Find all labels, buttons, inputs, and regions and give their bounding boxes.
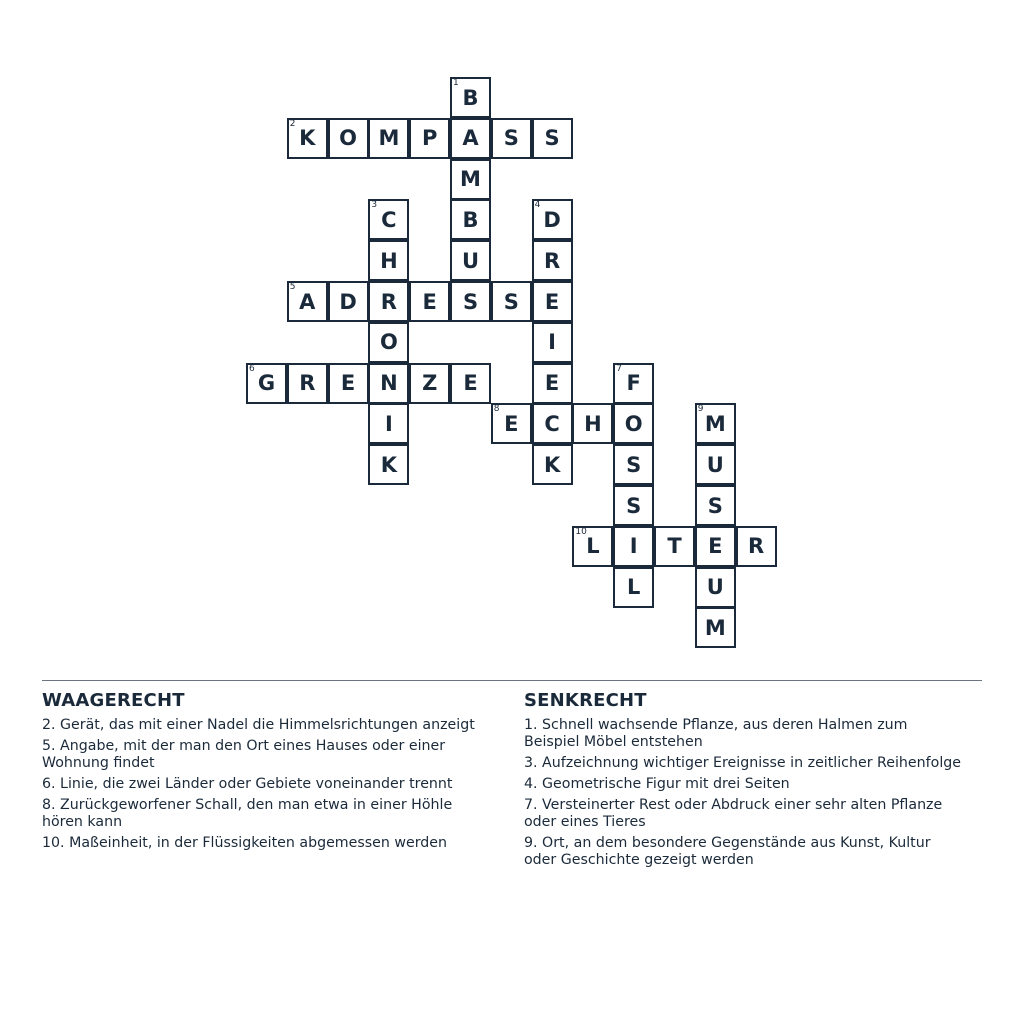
cell-letter: L [626,575,641,600]
grid-cell[interactable] [613,526,654,567]
grid-cell[interactable] [695,403,736,444]
grid-cell[interactable] [246,363,287,404]
down-title: SENKRECHT [524,690,647,711]
cell-letter: S [503,126,519,151]
cell-letter: B [462,207,479,232]
cell-letter: M [378,126,400,151]
grid-cell[interactable] [328,363,369,404]
clue-item: 3. Aufzeichnung wichtiger Ereignisse in zeitlicher Reihenfolge [524,755,961,771]
grid-cell[interactable] [532,322,573,363]
cell-letter: R [380,289,397,314]
cell-letter: N [380,371,398,396]
clues-down [524,690,964,873]
grid-cell[interactable] [368,118,409,159]
cell-letter: H [584,411,602,436]
grid-cell[interactable] [532,363,573,404]
cell-letter: E [422,289,437,314]
grid-cell[interactable] [532,403,573,444]
cell-letter: O [379,330,398,355]
cell-letter: E [708,534,723,559]
cell-letter: A [299,289,316,314]
grid-cell[interactable] [532,281,573,322]
clue-item: 7. Versteinerter Rest oder Abdruck einer sehr alten Pflanze oder eines Tieres [524,797,943,830]
clue-number: 8 [493,404,500,415]
grid-cell[interactable] [695,485,736,526]
clue-number: 9 [697,404,704,415]
grid-cell[interactable] [368,403,409,444]
cell-letter: M [704,615,726,640]
grid-cell[interactable] [572,526,613,567]
cell-letter: S [544,126,560,151]
cell-letter: D [543,207,561,232]
grid-cell[interactable] [532,199,573,240]
grid-cell[interactable] [695,444,736,485]
cell-letter: L [586,534,600,559]
cell-letter: S [503,289,519,314]
cell-letter: U [706,452,724,477]
clue-number: 5 [289,282,296,292]
grid-cell[interactable] [450,281,491,322]
grid-cell[interactable] [532,240,573,281]
clue-number: 4 [534,200,541,211]
divider [42,680,982,681]
cell-letter: R [299,371,316,396]
grid-cell[interactable] [328,118,369,159]
grid-cell[interactable] [328,281,369,322]
cell-letter: I [629,534,638,559]
grid-cell[interactable] [613,485,654,526]
grid-cell[interactable] [368,322,409,363]
cell-letter: C [544,411,560,436]
grid-cell[interactable] [368,281,409,322]
grid-cell[interactable] [450,240,491,281]
grid-cell[interactable] [491,281,532,322]
clue-item: 10. Maßeinheit, in der Flüssigkeiten abgemessen werden [42,835,448,851]
grid-cell[interactable] [572,403,613,444]
clue-number: 7 [616,363,622,374]
cell-letter: K [543,452,561,477]
cell-letter: K [380,452,398,477]
clue-item: 4. Geometrische Figur mit drei Seiten [524,776,790,792]
cell-letter: B [462,85,479,110]
cell-letter: E [504,411,519,436]
cell-letter: O [339,126,358,151]
grid-cell[interactable] [736,526,777,567]
cell-letter: G [257,371,276,396]
cell-letter: E [463,371,478,396]
cell-letter: D [339,289,357,314]
grid-cell[interactable] [532,444,573,485]
cell-letter: M [704,411,726,436]
cell-letter: S [626,452,642,477]
cell-letter: O [624,411,643,436]
clue-item: 2. Gerät, das mit einer Nadel die Himmelsrichtungen anzeigt [42,717,475,733]
grid-cell[interactable] [409,118,450,159]
cell-letter: R [544,248,561,273]
grid-cell[interactable] [695,567,736,608]
grid-cell[interactable] [613,363,654,404]
cell-letter: T [667,534,682,559]
cell-letter: S [707,493,723,518]
cell-letter: E [340,371,356,396]
cell-letter: P [421,126,438,151]
clue-item: 8. Zurückgeworfener Schall, den man etwa in einer Höhle hören kann [42,797,453,830]
grid-cell[interactable] [450,199,491,240]
clue-item: 1. Schnell wachsende Pflanze, aus deren Halmen zum Beispiel Möbel entstehen [524,717,908,750]
cell-letter: U [461,248,480,273]
grid-cell[interactable] [450,77,491,118]
clue-item: 9. Ort, an dem besondere Gegenstände aus Kunst, Kultur oder Geschichte gezeigt werden [524,835,931,868]
grid-cell[interactable] [491,403,532,444]
cell-letter: I [384,411,393,436]
cell-letter: K [299,126,316,151]
grid-cell[interactable] [532,118,573,159]
clue-item: 5. Angabe, mit der man den Ort eines Hauses oder einer Wohnung findet [42,738,446,771]
grid-cell[interactable] [287,363,328,404]
grid-cell[interactable] [695,607,736,648]
grid-cell[interactable] [409,281,450,322]
clue-number: 10 [575,526,587,537]
grid-cell[interactable] [450,159,491,200]
cell-letter: U [706,575,724,600]
clue-number: 3 [371,200,378,211]
cell-letter: E [544,289,560,314]
grid-cell[interactable] [368,363,409,404]
grid-cell[interactable] [613,567,654,608]
clue-number: 6 [249,363,255,374]
cell-letter: Z [422,371,438,396]
clues-across [42,690,482,856]
cell-letter: C [381,207,397,232]
grid-cell[interactable] [409,363,450,404]
cell-letter: H [380,248,398,273]
grid-cell[interactable] [450,118,491,159]
clue-number: 1 [453,78,459,88]
grid-cell[interactable] [491,118,532,159]
grid-cell[interactable] [450,363,491,404]
grid-cell[interactable] [368,444,409,485]
grid-cell[interactable] [287,281,328,322]
cell-letter: E [544,371,560,396]
cell-letter: S [626,493,642,518]
grid-cell[interactable] [695,526,736,567]
cell-letter: F [626,371,641,396]
clue-number: 2 [289,118,296,129]
grid-cell[interactable] [368,240,409,281]
grid-cell[interactable] [287,118,328,159]
cell-letter: I [548,330,556,355]
across-title: WAAGERECHT [42,690,185,711]
cell-letter: A [462,126,479,151]
cell-letter: R [748,534,765,559]
grid-cell[interactable] [368,199,409,240]
cell-letter: M [460,167,481,192]
grid-cell[interactable] [654,526,695,567]
grid-cell[interactable] [613,444,654,485]
clue-item: 6. Linie, die zwei Länder oder Gebiete voneinander trennt [42,776,453,792]
cell-letter: S [462,289,479,314]
grid-cell[interactable] [613,403,654,444]
